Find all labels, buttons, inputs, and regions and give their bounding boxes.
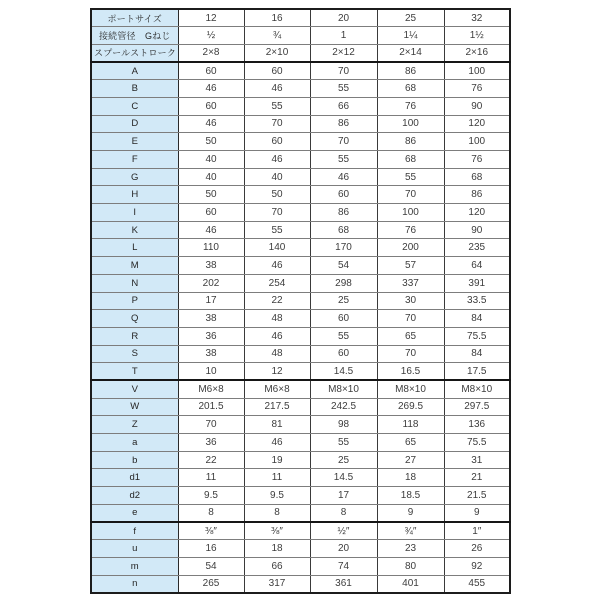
row-label: E xyxy=(91,133,178,151)
value-cell: 36 xyxy=(178,327,244,345)
value-cell: 25 xyxy=(377,9,444,27)
row-label: M xyxy=(91,257,178,275)
row-label: R xyxy=(91,327,178,345)
value-cell: 21.5 xyxy=(444,487,510,505)
row-label: P xyxy=(91,292,178,310)
row-label: G xyxy=(91,168,178,186)
value-cell: 317 xyxy=(244,575,310,593)
value-cell: 100 xyxy=(444,133,510,151)
value-cell: 57 xyxy=(377,257,444,275)
value-cell: 2×10 xyxy=(244,44,310,62)
row-label: A xyxy=(91,62,178,80)
value-cell: 60 xyxy=(178,204,244,222)
value-cell: 32 xyxy=(444,9,510,27)
value-cell: 70 xyxy=(377,186,444,204)
row-label: m xyxy=(91,557,178,575)
value-cell: 110 xyxy=(178,239,244,257)
table-row xyxy=(91,451,510,469)
table-row xyxy=(91,257,510,275)
value-cell: M6×8 xyxy=(244,380,310,398)
header-row xyxy=(91,9,510,27)
row-label: H xyxy=(91,186,178,204)
value-cell: 136 xyxy=(444,416,510,434)
value-cell: 80 xyxy=(377,557,444,575)
value-cell: 38 xyxy=(178,345,244,363)
value-cell: 84 xyxy=(444,310,510,328)
value-cell: 100 xyxy=(377,204,444,222)
value-cell: 27 xyxy=(377,451,444,469)
value-cell: 70 xyxy=(178,416,244,434)
value-cell: 170 xyxy=(310,239,377,257)
value-cell: 40 xyxy=(178,168,244,186)
value-cell: 9 xyxy=(444,504,510,522)
value-cell: 84 xyxy=(444,345,510,363)
value-cell: 22 xyxy=(178,451,244,469)
value-cell: 2×14 xyxy=(377,44,444,62)
row-label: d2 xyxy=(91,487,178,505)
value-cell: 90 xyxy=(444,221,510,239)
row-label: 接続管径 Gねじ xyxy=(91,27,178,45)
value-cell: 120 xyxy=(444,204,510,222)
table-row xyxy=(91,380,510,398)
value-cell: 46 xyxy=(178,80,244,98)
value-cell: 1½ xyxy=(444,27,510,45)
table-row xyxy=(91,62,510,80)
value-cell: 75.5 xyxy=(444,434,510,452)
value-cell: 10 xyxy=(178,363,244,381)
value-cell: 16.5 xyxy=(377,363,444,381)
value-cell: 25 xyxy=(310,292,377,310)
value-cell: 16 xyxy=(178,540,244,558)
value-cell: ½″ xyxy=(310,522,377,540)
value-cell: 46 xyxy=(178,221,244,239)
value-cell: 17 xyxy=(178,292,244,310)
value-cell: 18.5 xyxy=(377,487,444,505)
value-cell: 401 xyxy=(377,575,444,593)
table-row xyxy=(91,292,510,310)
value-cell: 55 xyxy=(244,97,310,115)
table-body xyxy=(91,9,510,593)
table-row xyxy=(91,97,510,115)
table-row xyxy=(91,274,510,292)
value-cell: 70 xyxy=(310,133,377,151)
value-cell: 75.5 xyxy=(444,327,510,345)
value-cell: 60 xyxy=(178,62,244,80)
row-label: Q xyxy=(91,310,178,328)
table-row xyxy=(91,540,510,558)
header-row xyxy=(91,44,510,62)
table-row xyxy=(91,80,510,98)
value-cell: 242.5 xyxy=(310,398,377,416)
row-label: n xyxy=(91,575,178,593)
table-row xyxy=(91,345,510,363)
value-cell: 98 xyxy=(310,416,377,434)
table-row xyxy=(91,487,510,505)
value-cell: 200 xyxy=(377,239,444,257)
value-cell: ½ xyxy=(178,27,244,45)
row-label: F xyxy=(91,151,178,169)
value-cell: 60 xyxy=(178,97,244,115)
row-label: u xyxy=(91,540,178,558)
value-cell: 46 xyxy=(244,80,310,98)
value-cell: 40 xyxy=(244,168,310,186)
value-cell: 11 xyxy=(178,469,244,487)
value-cell: 23 xyxy=(377,540,444,558)
value-cell: 60 xyxy=(310,345,377,363)
row-label: T xyxy=(91,363,178,381)
value-cell: 86 xyxy=(444,186,510,204)
value-cell: 201.5 xyxy=(178,398,244,416)
value-cell: 2×8 xyxy=(178,44,244,62)
row-label: K xyxy=(91,221,178,239)
value-cell: 118 xyxy=(377,416,444,434)
value-cell: 20 xyxy=(310,9,377,27)
value-cell: 86 xyxy=(377,133,444,151)
value-cell: 235 xyxy=(444,239,510,257)
value-cell: 120 xyxy=(444,115,510,133)
table-row xyxy=(91,310,510,328)
value-cell: 25 xyxy=(310,451,377,469)
row-label: a xyxy=(91,434,178,452)
value-cell: 76 xyxy=(377,221,444,239)
row-label: N xyxy=(91,274,178,292)
value-cell: 48 xyxy=(244,345,310,363)
value-cell: 70 xyxy=(244,115,310,133)
value-cell: 46 xyxy=(178,115,244,133)
value-cell: 20 xyxy=(310,540,377,558)
value-cell: 55 xyxy=(310,327,377,345)
value-cell: 55 xyxy=(310,151,377,169)
value-cell: 21 xyxy=(444,469,510,487)
value-cell: 30 xyxy=(377,292,444,310)
value-cell: 40 xyxy=(178,151,244,169)
value-cell: ⅜″ xyxy=(244,522,310,540)
value-cell: 12 xyxy=(244,363,310,381)
value-cell: 55 xyxy=(310,80,377,98)
value-cell: 86 xyxy=(377,62,444,80)
value-cell: 60 xyxy=(244,133,310,151)
value-cell: 9 xyxy=(377,504,444,522)
value-cell: 46 xyxy=(244,257,310,275)
row-label: B xyxy=(91,80,178,98)
value-cell: 86 xyxy=(310,115,377,133)
value-cell: 55 xyxy=(244,221,310,239)
table-row xyxy=(91,115,510,133)
value-cell: 60 xyxy=(244,62,310,80)
table-row xyxy=(91,575,510,593)
row-label: b xyxy=(91,451,178,469)
value-cell: 54 xyxy=(178,557,244,575)
value-cell: 14.5 xyxy=(310,363,377,381)
row-label: スプールストローク xyxy=(91,44,178,62)
value-cell: 254 xyxy=(244,274,310,292)
value-cell: 217.5 xyxy=(244,398,310,416)
value-cell: 90 xyxy=(444,97,510,115)
value-cell: 2×12 xyxy=(310,44,377,62)
value-cell: 50 xyxy=(244,186,310,204)
value-cell: 2×16 xyxy=(444,44,510,62)
value-cell: 50 xyxy=(178,186,244,204)
value-cell: 92 xyxy=(444,557,510,575)
value-cell: 361 xyxy=(310,575,377,593)
value-cell: 60 xyxy=(310,310,377,328)
table-row xyxy=(91,504,510,522)
row-label: I xyxy=(91,204,178,222)
table-row xyxy=(91,168,510,186)
value-cell: 46 xyxy=(310,168,377,186)
value-cell: 46 xyxy=(244,151,310,169)
value-cell: 66 xyxy=(310,97,377,115)
value-cell: M8×10 xyxy=(444,380,510,398)
value-cell: 76 xyxy=(444,80,510,98)
value-cell: 65 xyxy=(377,327,444,345)
row-label: L xyxy=(91,239,178,257)
table-row xyxy=(91,469,510,487)
table-row xyxy=(91,204,510,222)
value-cell: 455 xyxy=(444,575,510,593)
table-row xyxy=(91,416,510,434)
value-cell: 68 xyxy=(377,80,444,98)
header-row xyxy=(91,27,510,45)
value-cell: 66 xyxy=(244,557,310,575)
value-cell: 55 xyxy=(377,168,444,186)
value-cell: 26 xyxy=(444,540,510,558)
table-row xyxy=(91,363,510,381)
value-cell: 64 xyxy=(444,257,510,275)
row-label: ポートサイズ xyxy=(91,9,178,27)
value-cell: 9.5 xyxy=(244,487,310,505)
value-cell: 70 xyxy=(377,310,444,328)
value-cell: 76 xyxy=(444,151,510,169)
value-cell: 140 xyxy=(244,239,310,257)
value-cell: 70 xyxy=(310,62,377,80)
row-label: e xyxy=(91,504,178,522)
value-cell: 31 xyxy=(444,451,510,469)
value-cell: 8 xyxy=(244,504,310,522)
value-cell: 9.5 xyxy=(178,487,244,505)
value-cell: 38 xyxy=(178,310,244,328)
table-row xyxy=(91,151,510,169)
row-label: f xyxy=(91,522,178,540)
table-row xyxy=(91,434,510,452)
table-row xyxy=(91,398,510,416)
value-cell: 8 xyxy=(178,504,244,522)
value-cell: 298 xyxy=(310,274,377,292)
value-cell: 1″ xyxy=(444,522,510,540)
value-cell: 14.5 xyxy=(310,469,377,487)
value-cell: M8×10 xyxy=(310,380,377,398)
value-cell: 18 xyxy=(377,469,444,487)
value-cell: 1¼ xyxy=(377,27,444,45)
row-label: V xyxy=(91,380,178,398)
row-label: C xyxy=(91,97,178,115)
value-cell: 46 xyxy=(244,434,310,452)
value-cell: 100 xyxy=(444,62,510,80)
value-cell: 68 xyxy=(310,221,377,239)
value-cell: 70 xyxy=(244,204,310,222)
value-cell: 65 xyxy=(377,434,444,452)
row-label: W xyxy=(91,398,178,416)
value-cell: 74 xyxy=(310,557,377,575)
table-row xyxy=(91,133,510,151)
value-cell: 38 xyxy=(178,257,244,275)
value-cell: 70 xyxy=(377,345,444,363)
table-row xyxy=(91,239,510,257)
dimension-spec-table xyxy=(90,8,511,594)
value-cell: 46 xyxy=(244,327,310,345)
value-cell: 18 xyxy=(244,540,310,558)
value-cell: ¾″ xyxy=(377,522,444,540)
value-cell: 11 xyxy=(244,469,310,487)
value-cell: 297.5 xyxy=(444,398,510,416)
value-cell: 202 xyxy=(178,274,244,292)
table-row xyxy=(91,327,510,345)
row-label: d1 xyxy=(91,469,178,487)
value-cell: 12 xyxy=(178,9,244,27)
value-cell: 86 xyxy=(310,204,377,222)
value-cell: 269.5 xyxy=(377,398,444,416)
value-cell: 17 xyxy=(310,487,377,505)
value-cell: 391 xyxy=(444,274,510,292)
value-cell: 68 xyxy=(377,151,444,169)
value-cell: 48 xyxy=(244,310,310,328)
value-cell: 19 xyxy=(244,451,310,469)
value-cell: 55 xyxy=(310,434,377,452)
value-cell: 50 xyxy=(178,133,244,151)
row-label: Z xyxy=(91,416,178,434)
table-row xyxy=(91,522,510,540)
value-cell: 68 xyxy=(444,168,510,186)
value-cell: 60 xyxy=(310,186,377,204)
row-label: S xyxy=(91,345,178,363)
value-cell: 265 xyxy=(178,575,244,593)
table-row xyxy=(91,557,510,575)
value-cell: M6×8 xyxy=(178,380,244,398)
value-cell: ¾ xyxy=(244,27,310,45)
value-cell: ⅜″ xyxy=(178,522,244,540)
row-label: D xyxy=(91,115,178,133)
value-cell: 17.5 xyxy=(444,363,510,381)
value-cell: 337 xyxy=(377,274,444,292)
value-cell: 8 xyxy=(310,504,377,522)
value-cell: 16 xyxy=(244,9,310,27)
value-cell: 1 xyxy=(310,27,377,45)
value-cell: 54 xyxy=(310,257,377,275)
value-cell: 33.5 xyxy=(444,292,510,310)
table-row xyxy=(91,186,510,204)
value-cell: M8×10 xyxy=(377,380,444,398)
value-cell: 36 xyxy=(178,434,244,452)
value-cell: 22 xyxy=(244,292,310,310)
table-row xyxy=(91,221,510,239)
value-cell: 76 xyxy=(377,97,444,115)
value-cell: 100 xyxy=(377,115,444,133)
value-cell: 81 xyxy=(244,416,310,434)
